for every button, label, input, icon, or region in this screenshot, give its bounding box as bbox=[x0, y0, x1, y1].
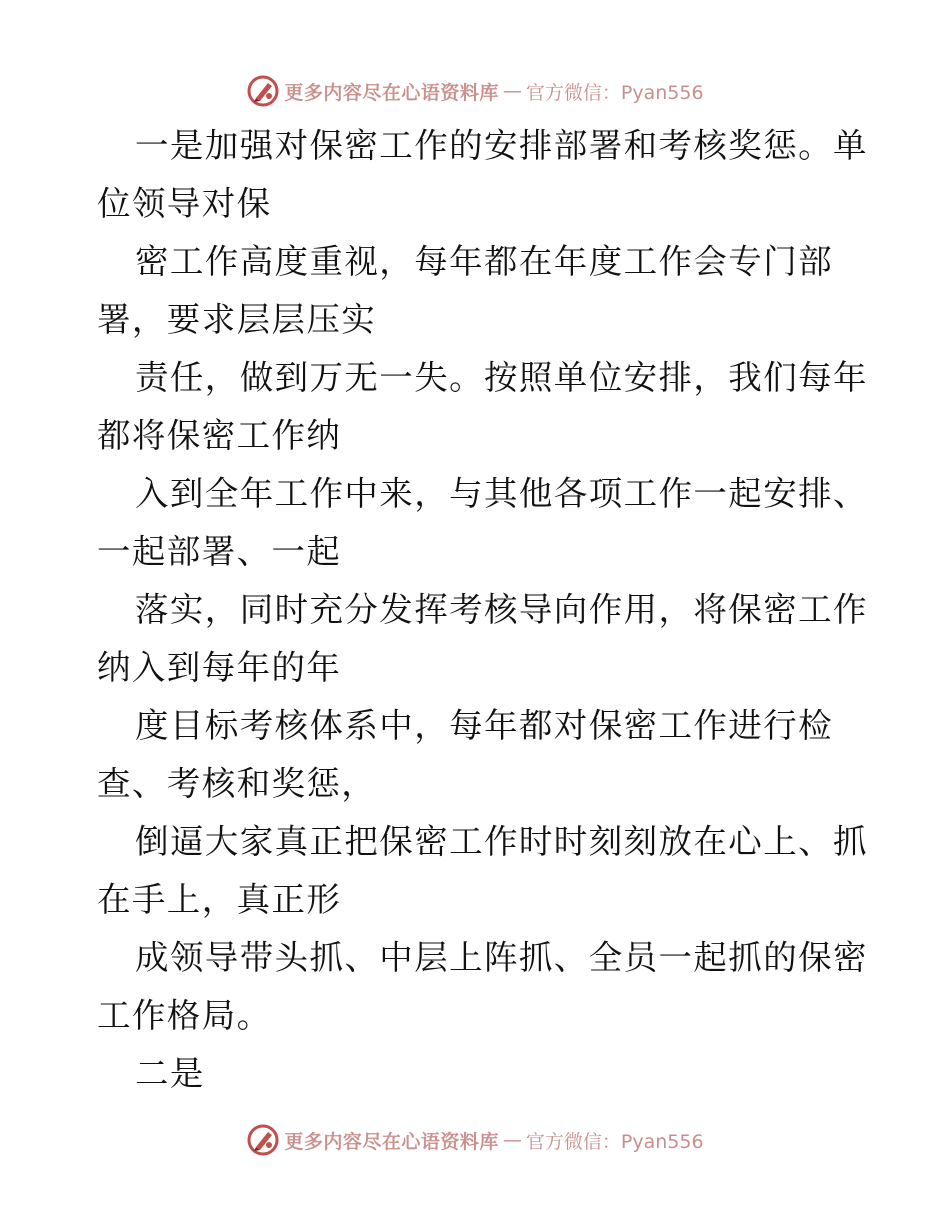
paragraph-line: 一起部署、一起 bbox=[97, 532, 342, 571]
paragraph-line: 二是 bbox=[135, 1054, 205, 1093]
watermark-site-text: 更多内容尽在心语资料库 bbox=[284, 81, 499, 104]
paragraph-line: 入到全年工作中来，与其他各项工作一起安排、 bbox=[135, 474, 868, 513]
paragraph-line: 都将保密工作纳 bbox=[97, 416, 342, 455]
paragraph-line: 纳入到每年的年 bbox=[97, 648, 342, 687]
footer-watermark bbox=[0, 1120, 950, 1160]
pen-logo-icon bbox=[246, 74, 280, 108]
paragraph-line: 责任，做到万无一失。按照单位安排，我们每年 bbox=[135, 358, 868, 397]
paragraph-line: 位领导对保 bbox=[97, 184, 272, 223]
paragraph-line: 倒逼大家真正把保密工作时时刻刻放在心上、抓 bbox=[135, 822, 868, 861]
pen-logo-icon bbox=[246, 1123, 280, 1157]
header-watermark bbox=[0, 71, 950, 111]
paragraph-line: 密工作高度重视，每年都在年度工作会专门部 bbox=[135, 242, 833, 281]
paragraph-line: 查、考核和奖惩， bbox=[97, 764, 377, 803]
paragraph-line: 在手上，真正形 bbox=[97, 880, 342, 919]
watermark-site-text: 更多内容尽在心语资料库 bbox=[284, 1130, 499, 1153]
watermark-contact-text: 官方微信：Pyan556 bbox=[525, 1130, 704, 1153]
watermark-separator: — bbox=[502, 1129, 522, 1151]
document-body bbox=[97, 117, 868, 1103]
paragraph-line: 署，要求层层压实 bbox=[97, 300, 377, 339]
paragraph-line: 度目标考核体系中，每年都对保密工作进行检 bbox=[135, 706, 833, 745]
paragraph-line: 成领导带头抓、中层上阵抓、全员一起抓的保密 bbox=[135, 938, 868, 977]
paragraph-line: 一是加强对保密工作的安排部署和考核奖惩。单 bbox=[135, 126, 868, 165]
paragraph-line: 工作格局。 bbox=[97, 996, 272, 1035]
watermark-separator: — bbox=[502, 80, 522, 102]
watermark-contact-text: 官方微信：Pyan556 bbox=[525, 81, 704, 104]
paragraph-line: 落实，同时充分发挥考核导向作用，将保密工作 bbox=[135, 590, 868, 629]
